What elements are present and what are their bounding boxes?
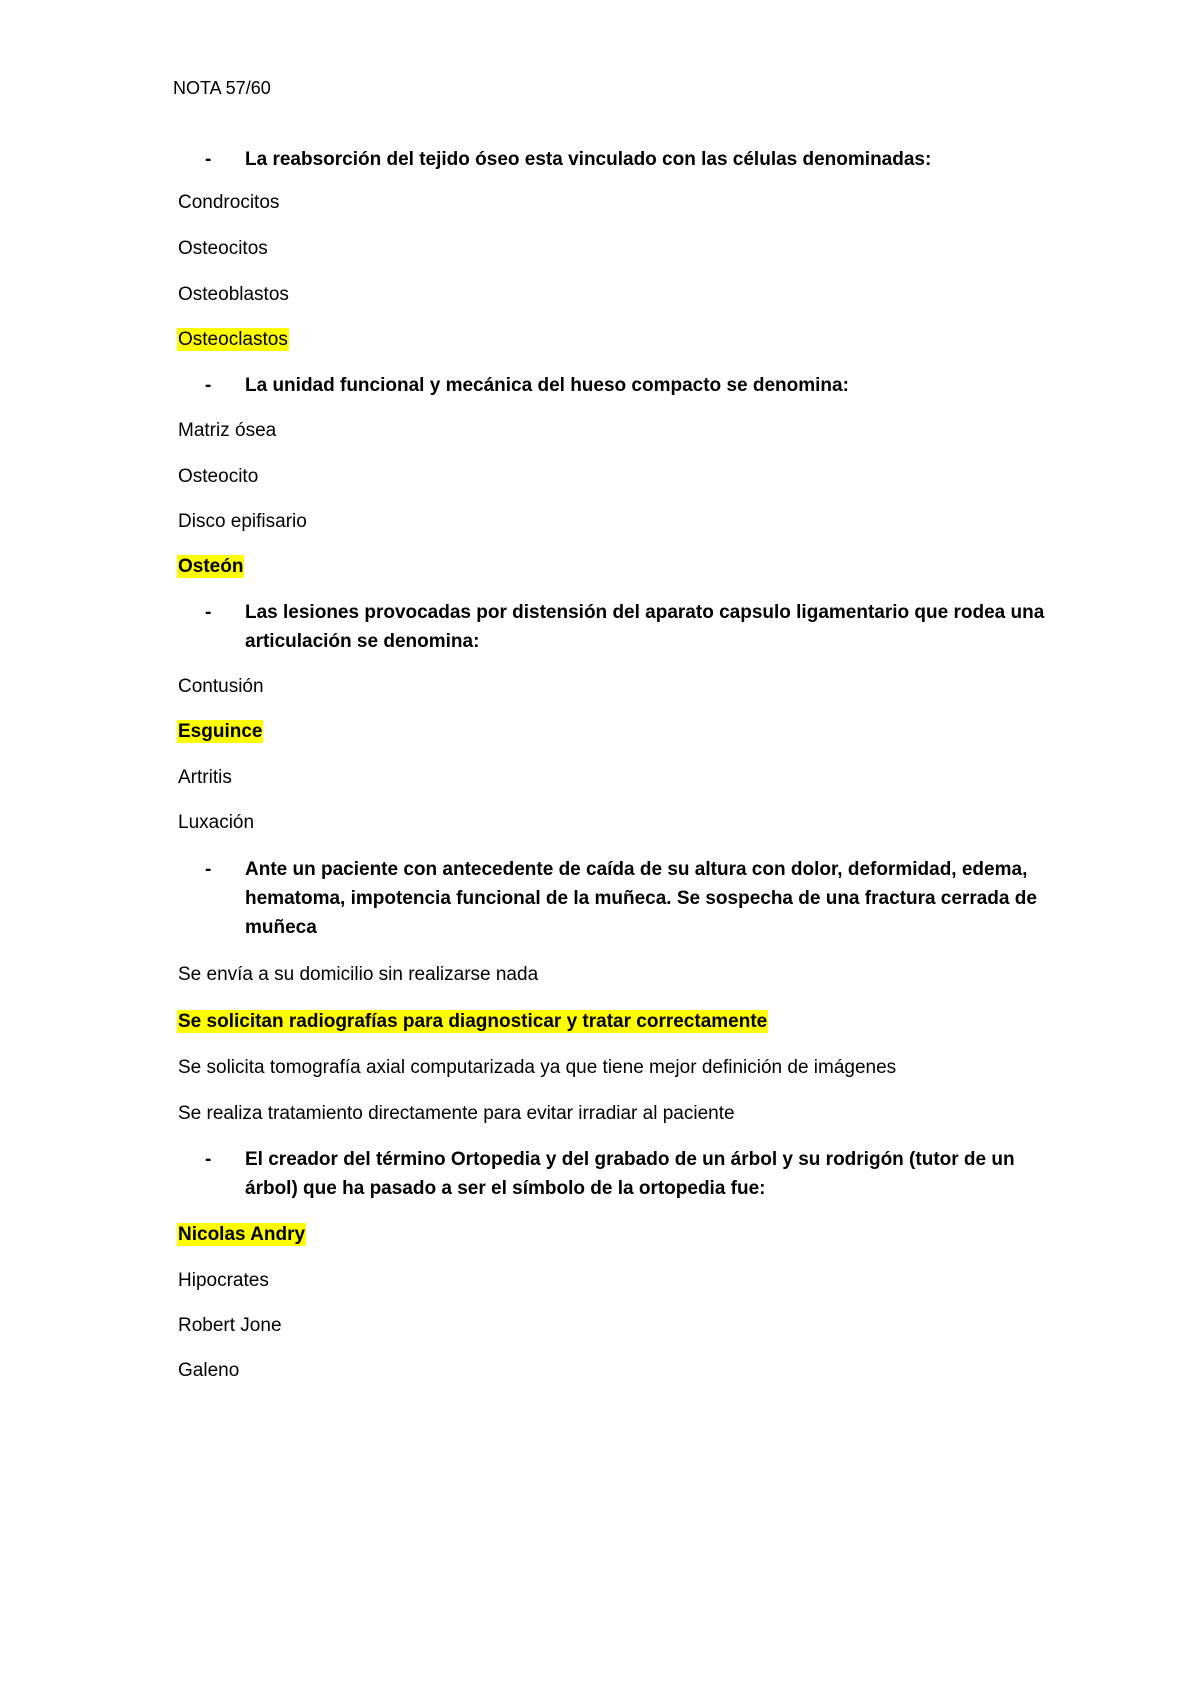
answer-option: Contusión — [178, 676, 264, 697]
question-3 — [205, 598, 1045, 656]
answer-option: Matriz ósea — [178, 420, 277, 441]
question-bullet: - — [205, 859, 212, 880]
answer-option-correct: Osteón — [178, 556, 244, 577]
answer-option: Luxación — [178, 812, 255, 833]
answer-option: Condrocitos — [178, 192, 280, 213]
question-text: La unidad funcional y mecánica del hueso compacto se denomina: — [245, 375, 849, 396]
question-text: Las lesiones provocadas por distensión del aparato capsulo ligamentario que rodea una articulación se denomina: — [245, 602, 1045, 652]
answer-option: Osteoblastos — [178, 284, 289, 305]
answer-option: Hipocrates — [178, 1270, 269, 1291]
answer-option: Galeno — [178, 1360, 240, 1381]
answer-option: Osteocito — [178, 466, 259, 487]
question-1 — [205, 145, 1045, 174]
question-text: Ante un paciente con antecedente de caída de su altura con dolor, deformidad, edema, hematoma, impotencia funcional de la muñeca. Se sospecha de una fractura cerrada de muñeca — [245, 859, 1037, 938]
question-2 — [205, 371, 1045, 400]
answer-option: Osteocitos — [178, 238, 268, 259]
answer-option: Se envía a su domicilio sin realizarse nada — [178, 964, 539, 985]
answer-option-correct: Se solicitan radiografías para diagnosticar y tratar correctamente — [178, 1011, 768, 1032]
answer-option-correct: Osteoclastos — [178, 329, 288, 350]
answer-option: Robert Jone — [178, 1315, 282, 1336]
question-5 — [205, 1145, 1045, 1203]
grade-header: NOTA 57/60 — [173, 78, 271, 98]
question-4 — [205, 855, 1045, 942]
question-bullet: - — [205, 602, 212, 623]
answer-option-correct: Nicolas Andry — [178, 1224, 306, 1245]
question-bullet: - — [205, 149, 212, 170]
answer-option: Se solicita tomografía axial computarizada ya que tiene mejor definición de imágenes — [178, 1057, 897, 1078]
question-bullet: - — [205, 1149, 212, 1170]
answer-option: Disco epifisario — [178, 511, 307, 532]
answer-option-correct: Esguince — [178, 721, 263, 742]
answer-option: Artritis — [178, 767, 232, 788]
question-bullet: - — [205, 375, 212, 396]
answer-option: Se realiza tratamiento directamente para evitar irradiar al paciente — [178, 1103, 735, 1124]
question-text: La reabsorción del tejido óseo esta vinculado con las células denominadas: — [245, 149, 932, 170]
question-text: El creador del término Ortopedia y del grabado de un árbol y su rodrigón (tutor de un árbol) que ha pasado a ser el símbolo de la ortopedia fue: — [245, 1149, 1015, 1199]
